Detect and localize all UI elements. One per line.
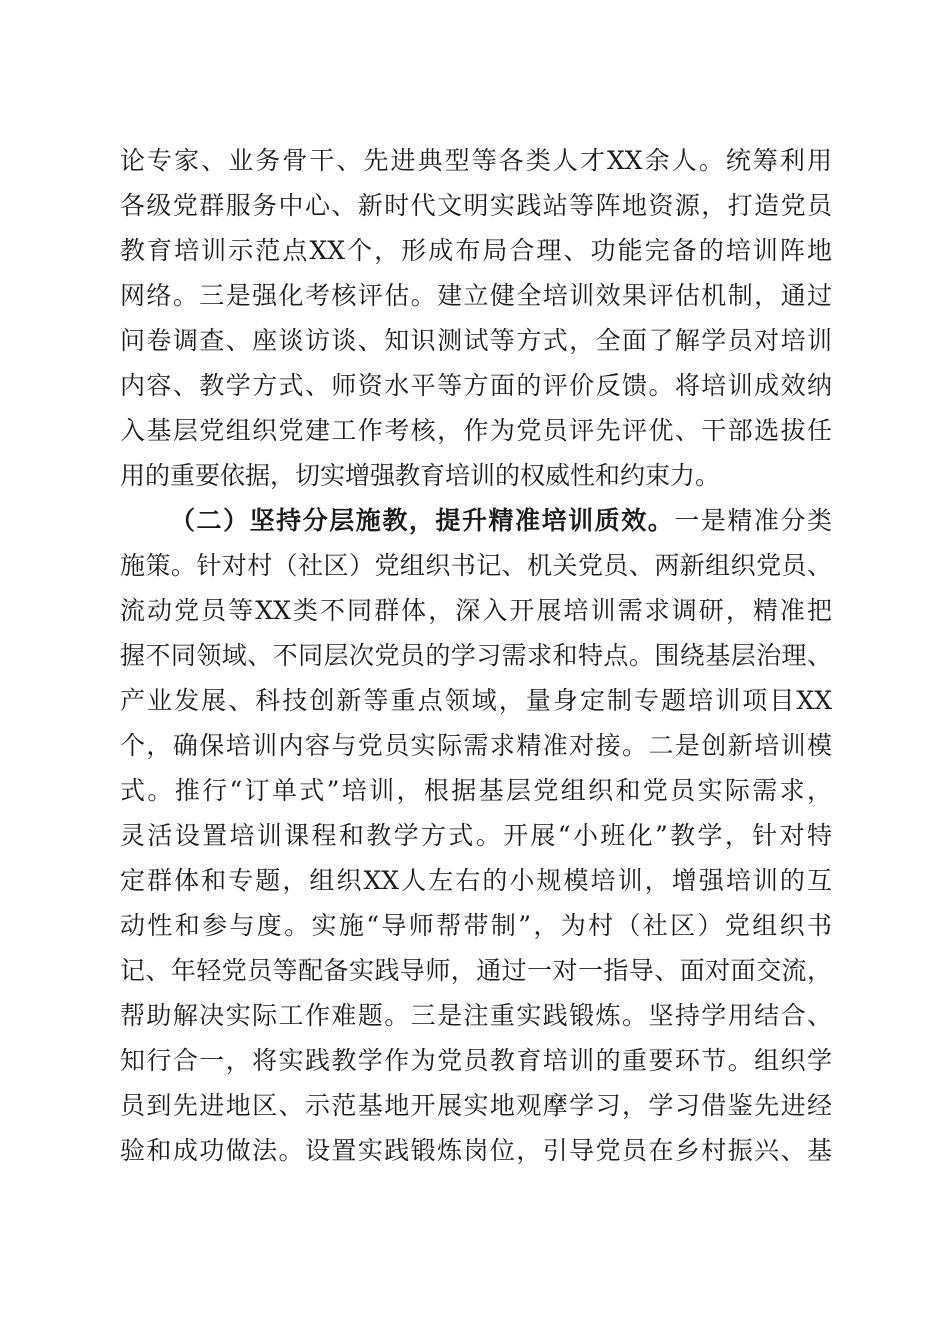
- text-line: 定群体和专题，组织XX人左右的小规模培训，增强培训的互: [120, 866, 832, 895]
- text-line: 产业发展、科技创新等重点领域，量身定制专题培训项目XX: [120, 686, 832, 715]
- paragraph-1: [120, 138, 832, 498]
- text-line: 灵活设置培训课程和教学方式。开展“小班化”教学，针对特: [120, 821, 832, 850]
- text-line: 各级党群服务中心、新时代文明实践站等阵地资源，打造党员: [120, 191, 832, 220]
- text-line: 动性和参与度。实施“导师帮带制”，为村（社区）党组织书: [120, 911, 832, 940]
- text-line: 入基层党组织党建工作考核，作为党员评先评优、干部选拔任: [120, 416, 832, 445]
- text-line: 式。推行“订单式”培训，根据基层党组织和党员实际需求，: [120, 776, 832, 805]
- text-line: 论专家、业务骨干、先进典型等各类人才XX余人。统筹利用: [120, 146, 832, 175]
- text-line: 帮助解决实际工作难题。三是注重实践锻炼。坚持学用结合、: [120, 1001, 832, 1030]
- text-line: 知行合一，将实践教学作为党员教育培训的重要环节。组织学: [120, 1046, 832, 1075]
- text-line: 施策。针对村（社区）党组织书记、机关党员、两新组织党员、: [120, 551, 832, 580]
- text-line: 员到先进地区、示范基地开展实地观摩学习，学习借鉴先进经: [120, 1091, 832, 1120]
- paragraph-2: [120, 498, 832, 1173]
- section-heading-line: [120, 498, 832, 543]
- section-heading: （二）坚持分层施教，提升精准培训质效。: [170, 506, 675, 535]
- text-line: 网络。三是强化考核评估。建立健全培训效果评估机制，通过: [120, 281, 832, 310]
- text-line: 流动党员等XX类不同群体，深入开展培训需求调研，精准把: [120, 596, 832, 625]
- text-line: 内容、教学方式、师资水平等方面的评价反馈。将培训成效纳: [120, 371, 832, 400]
- text-line: 个，确保培训内容与党员实际需求精准对接。二是创新培训模: [120, 731, 832, 760]
- text-line: 记、年轻党员等配备实践导师，通过一对一指导、面对面交流，: [120, 956, 832, 985]
- text-line: 教育培训示范点XX个，形成布局合理、功能完备的培训阵地: [120, 236, 832, 265]
- heading-line-rest: 一是精准分类: [674, 506, 832, 535]
- body-text: [120, 138, 832, 1173]
- text-line: 用的重要依据，切实增强教育培训的权威性和约束力。: [120, 461, 721, 490]
- text-line: 问卷调查、座谈访谈、知识测试等方式，全面了解学员对培训: [120, 326, 832, 355]
- text-line: 握不同领域、不同层次党员的学习需求和特点。围绕基层治理、: [120, 641, 832, 670]
- text-line: 验和成功做法。设置实践锻炼岗位，引导党员在乡村振兴、基: [120, 1136, 832, 1165]
